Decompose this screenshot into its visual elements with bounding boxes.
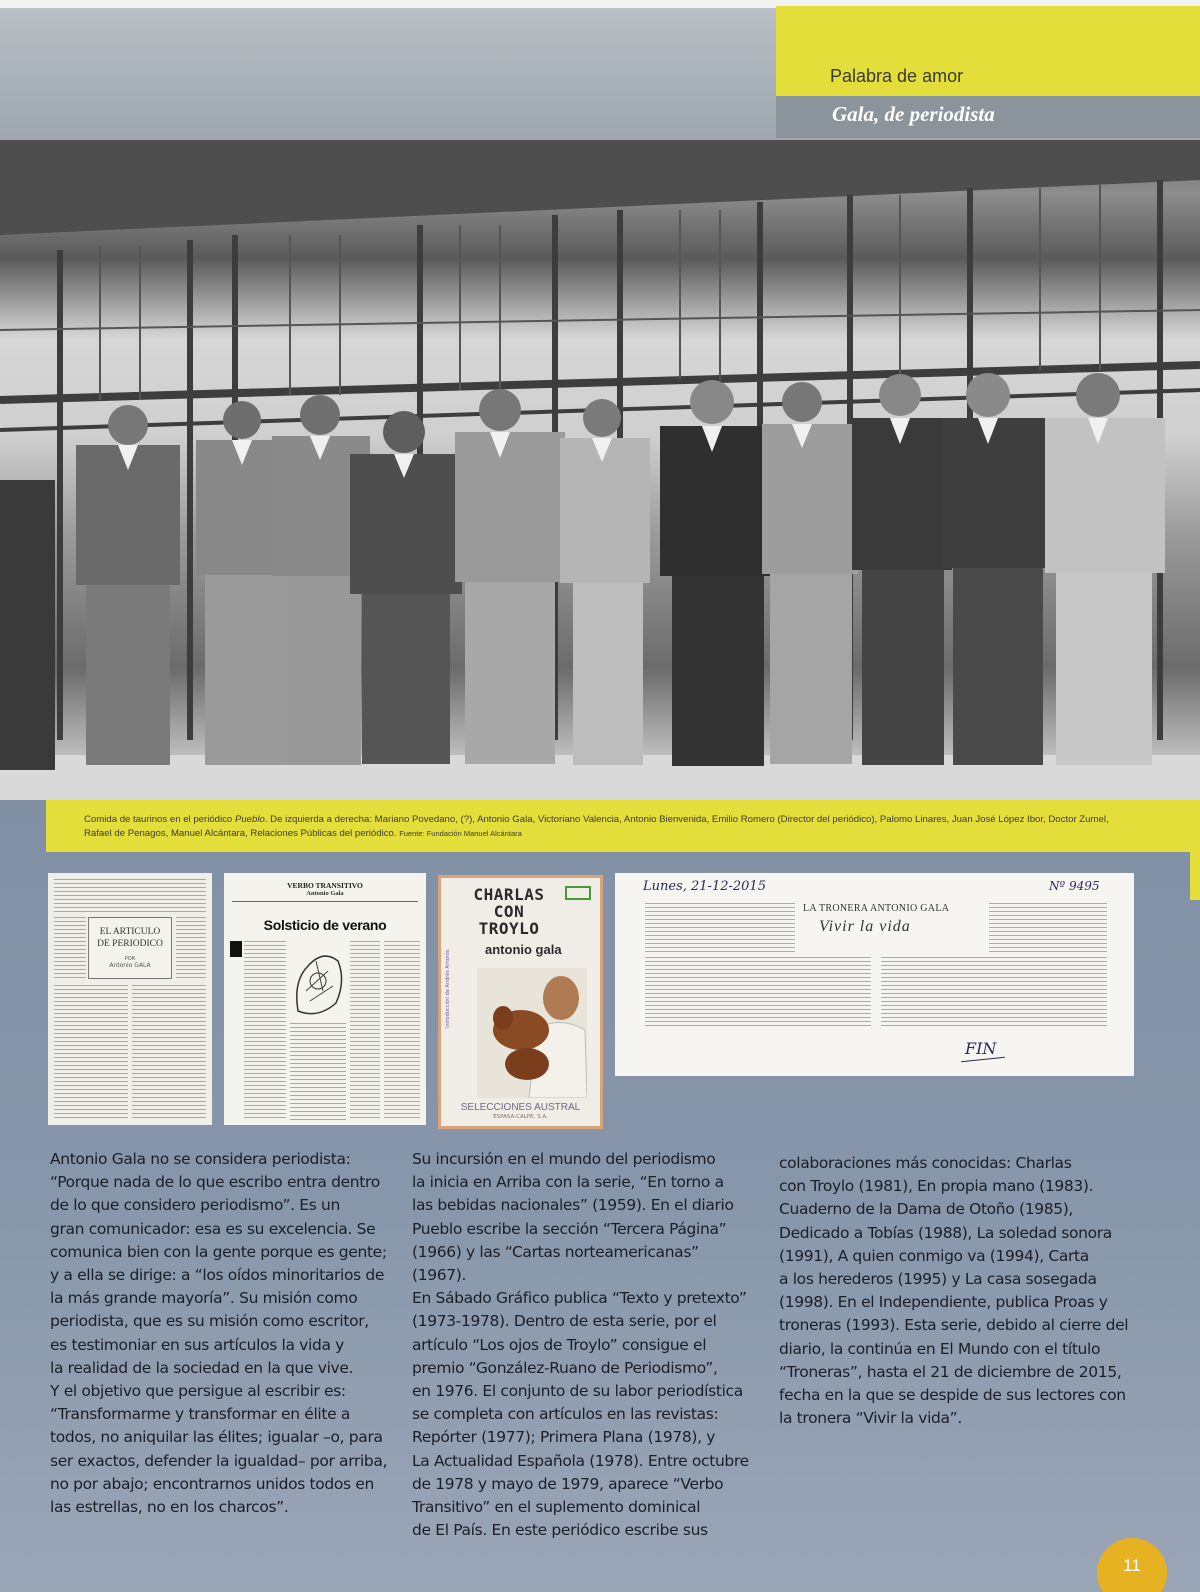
book-title-line3: TROYLO (478, 919, 540, 938)
clipping-text-lines (384, 941, 420, 1121)
clipping-by: POR (124, 956, 136, 962)
book-title (449, 886, 569, 937)
caption-rest: . De izquierda a derecha: Mariano Povedano, (?), Antonio Gala, Victoriano Valencia, Antonio Bienvenida, Emilio Romero (Director del periódico), Palomo Linares, Juan José López Ibor, Doctor Zumel, Rafael de Penagos, Manuel Alcántara, Relaciones Públicas del periódico. (84, 814, 1109, 839)
handwritten-date: Lunes, 21-12-2015 (643, 879, 766, 894)
clipping-title: Vivir la vida (819, 918, 911, 935)
roof-overhang (0, 140, 1200, 235)
clipping-text-lines (244, 941, 286, 1121)
handwritten-fin: FIN (965, 1039, 997, 1058)
group-photograph (0, 140, 1200, 800)
caption-prefix: Comida de taurinos en el periódico (84, 814, 235, 825)
clipping-text-lines (881, 957, 1107, 1029)
handwritten-number: Nº 9495 (1049, 879, 1100, 893)
body-column-2: Su incursión en el mundo del periodismo la inicia en Arriba con la serie, “En torno a las bebidas nacionales” (1959). En el diario Pueblo escribe la sección “Tercera Página” (1966) y las “Cartas norteamericanas” (1967). En Sábado Gráfico publica “Texto y pretexto” (1973-1978). Dentro de esta serie, por el artículo “Los ojos de Troylo” consigue el premio “González-Ruano de Periodismo”, en 1976. El conjunto de su labor periodística se completa con artículos en las revistas: Repórter (1977); Primera Plana (1978), y La Actualidad Española (1978). Entre octubre de 1978 y mayo de 1979, aparece “Verbo Transitivo” en el suplemento dominical de El País. En este periódico escribe sus (412, 1150, 749, 1540)
caption-source: Fuente: Fundación Manuel Alcántara (399, 829, 522, 838)
men-group (0, 373, 1165, 770)
clipping-title-line2: DE PERIODICO (97, 939, 163, 949)
body-column-3: colaboraciones más conocidas: Charlas con Troylo (1981), En propia mano (1983). Cuaderno de la Dama de Otoño (1985), Dedicado a Tobías (1988), La soledad sonora (1991), A quien conmigo va (1994), Carta a los herederos (1995) y La casa sosegada (1998). En el Independiente, publica Proas y troneras (1993). Esta serie, debido al cierre del diario, la continúa en El Mundo con el título “Troneras”, hasta el 21 de diciembre de 2015, fecha en la que se despide de sus lectores con la tronera “Vivir la vida”. (779, 1154, 1129, 1428)
clipping-text-lines (645, 903, 795, 953)
page-subtitle: Gala, de periodista (832, 102, 995, 126)
body-column-1: Antonio Gala no se considera periodista: “Porque nada de lo que escribo entra dentro de lo que considero periodismo”. Es un gran comunicador: esa es su excelencia. Se comunica bien con la gente porque es gente; y a ella se dirige: a “los oídos minoritarios de la más grande mayoría”. Su misión como periodista, que es su misión como escritor, es testimoniar en sus artículos la vida y la realidad de la sociedad en la que vive. Y el objetivo que persigue al escribir es: “Transformarme y transformar en élite a todos, no aniquilar las élites; igualar –o, para ser exactos, defender la igualdad– por arriba, no por abajo; encontrarnos unidos todos en las estrellas, no en los charcos”. (50, 1150, 388, 1517)
clipping-kicker: LA TRONERA ANTONIO GALA (803, 903, 950, 914)
clipping-text-lines (989, 903, 1107, 953)
photograph-illustration (0, 140, 1200, 800)
clipping-author: Antonio Gala (306, 890, 344, 897)
clipping-text-lines (645, 957, 871, 1027)
page-number-badge: 11 (1097, 1538, 1167, 1592)
clipping-text-lines (176, 917, 206, 981)
section-title: Palabra de amor (830, 66, 964, 86)
right-yellow-tab (1190, 852, 1200, 900)
clipping-vivir-la-vida (615, 873, 1134, 1076)
clipping-title-box (88, 917, 172, 979)
clipping-rule (232, 901, 418, 902)
clipping-el-articulo (48, 873, 212, 1125)
clipping-text-lines (54, 985, 128, 1119)
book-title-line1: CHARLAS (473, 885, 545, 904)
book-publisher: ESPASA-CALPE, S.A. (493, 1114, 548, 1120)
clipping-text-lines (290, 1023, 346, 1121)
clipping-text-lines (132, 985, 206, 1119)
clipping-text-lines (350, 941, 380, 1121)
illustration-sketch (288, 941, 348, 1021)
clipping-section: VERBO TRANSITIVO (287, 881, 363, 890)
book-author: antonio gala (485, 942, 562, 957)
clipping-solsticio (224, 873, 426, 1125)
clipping-title: Solsticio de verano (263, 917, 387, 933)
photo-caption (84, 813, 1124, 841)
caption-newspaper: Pueblo (234, 814, 265, 825)
book-cover-charlas-con-troylo (438, 875, 603, 1129)
publisher-logo (565, 886, 591, 900)
cover-photo-man-with-dog (477, 968, 587, 1098)
clipping-text-lines (54, 917, 86, 981)
clipping-author: Antonio GALA (109, 962, 151, 969)
book-side-text: Introducción de Andrés Amorós (445, 949, 451, 1028)
book-title-line2: CON (493, 902, 525, 921)
drop-cap (230, 941, 242, 957)
clipping-text-lines (54, 879, 206, 915)
clipping-title-line1: EL ARTICULO (99, 927, 161, 937)
book-series: SELECCIONES AUSTRAL (460, 1102, 581, 1113)
